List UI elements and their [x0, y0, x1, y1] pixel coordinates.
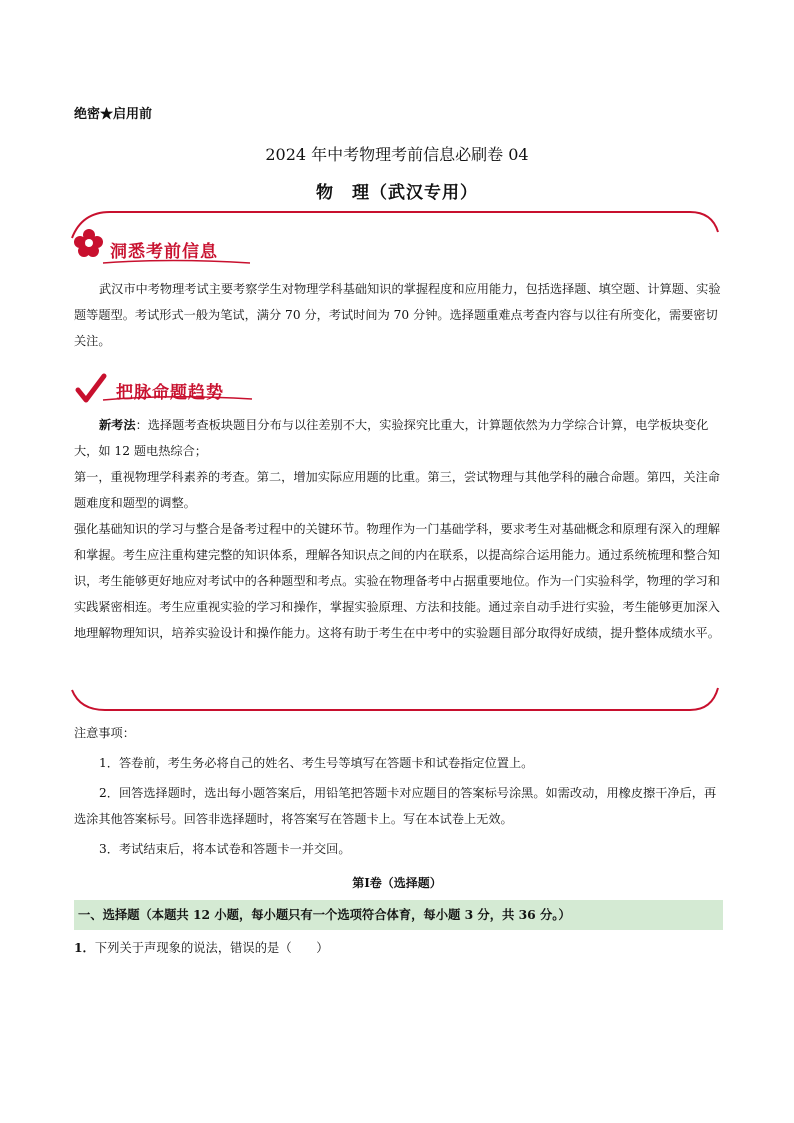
secret-label: 绝密★启用前: [74, 107, 153, 122]
notes-section: [74, 720, 724, 862]
heading-exam-info: 洞悉考前信息: [110, 242, 218, 262]
question-text: 下列关于声现象的说法，错误的是（ ）: [94, 941, 329, 955]
new-exam-paragraph: [74, 412, 724, 464]
question-number: 1．: [74, 940, 95, 955]
prep-paragraph: 强化基础知识的学习与整合是备考过程中的关键环节。物理作为一门基础学科，要求考生对基础概念和原理有深入的理解和掌握。考生应注重构建完整的知识体系，理解各知识点之间的内在联系，以提高综合运用能力。通过系统梳理和整合知识，考生能够更好地应对考试中的各种题型和考点。实验在物理备考中占据重要地位。作为一门实验科学，物理的学习和实践紧密相连。考生应重视实验的学习和操作，掌握实验原理、方法和技能。通过亲自动手进行实验，考生能够更加深入地理解物理知识，培养实验设计和操作能力。这将有助于考生在中考中的实验题目部分取得好成绩，提升整体成绩水平。: [74, 522, 720, 640]
heading-trends: 把脉命题趋势: [116, 383, 224, 403]
notes-title: 注意事项：: [74, 726, 135, 740]
new-exam-text: ：选择题考查板块题目分布与以往差别不大，实验探究比重大，计算题依然为力学综合计算，电学板块变化大，如 12 题电热综合；: [74, 418, 709, 458]
note-item: 3．考试结束后，将本试卷和答题卡一并交回。: [99, 842, 351, 856]
exam-info-paragraph: 武汉市中考物理考试主要考察学生对物理学科基础知识的掌握程度和应用能力，包括选择题、填空题、计算题、实验题等题型。考试形式一般为笔试，满分 70 分，考试时间为 70 分钟。选择题重难点考查内容与以往有所变化，需要密切关注。: [74, 282, 721, 348]
flower-icon: [74, 228, 104, 258]
section-header-choice: 一、选择题（本题共 12 小题，每小题只有一个选项符合体育，每小题 3 分，共 36 分。）: [74, 900, 723, 930]
trends-block: [74, 412, 724, 646]
page-subtitle: 物 理（武汉专用）: [316, 183, 478, 203]
note-item: 2．回答选择题时，选出每小题答案后，用铅笔把答题卡对应题目的答案标号涂黑。如需改动，用橡皮擦干净后，再选涂其他答案标号。回答非选择题时，将答案写在答题卡上。写在本试卷上无效。: [74, 786, 717, 826]
checkmark-icon: [74, 372, 108, 406]
page-title: 2024 年中考物理考前信息必刷卷 04: [265, 145, 529, 164]
new-exam-label: 新考法: [99, 418, 136, 432]
volume-title: 第Ⅰ卷（选择题）: [352, 876, 442, 890]
note-item: 1．答卷前，考生务必将自己的姓名、考生号等填写在答题卡和试卷指定位置上。: [99, 756, 534, 770]
trend-points: 第一，重视物理学科素养的考查。第二，增加实际应用题的比重。第三，尝试物理与其他学科的融合命题。第四，关注命题难度和题型的调整。: [74, 470, 720, 510]
question-1: [74, 938, 329, 956]
